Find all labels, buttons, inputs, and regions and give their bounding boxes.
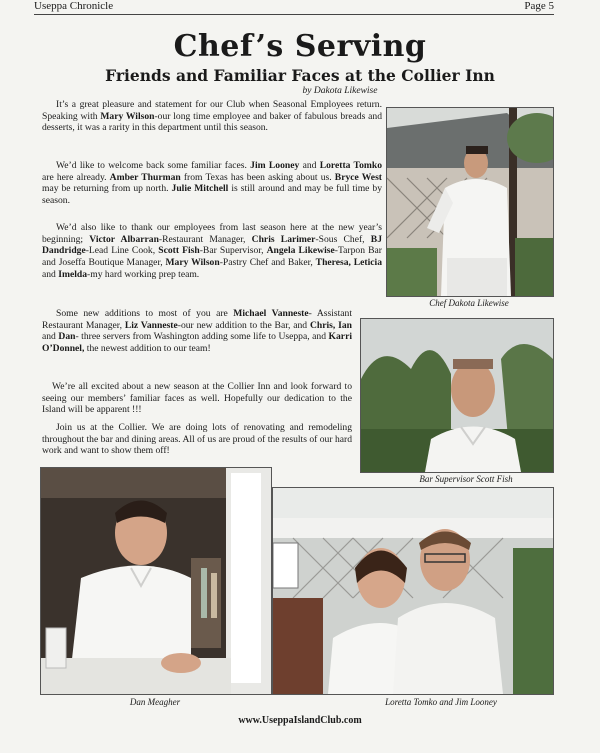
paragraph-6: Join us at the Collier. We are doing lots of renovating and remodeling throughout the bar and dining areas. All of us are proud of the results of our hard work and want to show them off! — [42, 422, 352, 457]
paragraph-3: We’d also like to thank our employees from last season here at the new year’s beginning; Victor Albarran-Restaurant Manager, Chris Larimer-Sous Chef, BJ Dandridge-Lead Line Cook, Scott Fish-Bar Supervisor, Angela Likewise-Tarpon Bar and Joseffa Boutique Manager, Mary Wilson-Pastry Chef and Baker, Theresa, Leticia and Imelda-my hard working prep team. — [42, 222, 383, 280]
photo-bar-supervisor — [360, 318, 554, 473]
caption-couple: Loretta Tomko and Jim Looney — [385, 697, 497, 707]
name-mary-wilson: Mary Wilson — [100, 110, 155, 122]
dan-photo-illustration — [41, 468, 271, 694]
paragraph-1: It’s a great pleasure and statement for our Club when Seasonal Employees return. Speaking with Mary Wilson-our long time employee and baker of fabulous breads and desserts, it was a rarity in this department until this season. — [42, 99, 383, 134]
paragraph-5: We’re all excited about a new season at the Collier Inn and look forward to seeing our members’ familiar faces as well. Hopefully our dedication to the Island will be apparent !!! — [42, 381, 352, 416]
publication-name: Useppa Chronicle — [34, 0, 114, 12]
article-title: Chef’s Serving — [173, 29, 427, 64]
page-header — [34, 0, 554, 15]
photo-couple — [272, 487, 554, 695]
paragraph-4: Some new additions to most of you are Michael Vanneste- Assistant Restaurant Manager, Liz Vanneste-our new addition to the Bar, and Chris, Ian and Dan- three servers from Washington adding some life to Useppa, and Karri O’Donnel, the newest addition to our team! — [42, 308, 352, 355]
article-subtitle: Friends and Familiar Faces at the Collier Inn — [105, 66, 495, 85]
article-byline: by Dakota Likewise — [302, 86, 378, 96]
photo-dan — [40, 467, 272, 695]
page-number: Page 5 — [524, 0, 554, 12]
couple-photo-illustration — [273, 488, 553, 694]
caption-bar-supervisor: Bar Supervisor Scott Fish — [419, 474, 513, 484]
paragraph-2: We’d like to welcome back some familiar faces. Jim Looney and Loretta Tomko are here already. Amber Thurman from Texas has been asking about us. Bryce West may be returning from up north. Julie Mitchell is still around and may be full time by season. — [42, 160, 383, 207]
caption-chef: Chef Dakota Likewise — [429, 298, 509, 308]
photo-chef — [386, 107, 554, 297]
footer-url: www.UseppaIslandClub.com — [238, 715, 362, 726]
caption-dan: Dan Meagher — [129, 697, 181, 707]
bar-supervisor-photo-illustration — [361, 319, 553, 472]
chef-photo-illustration — [387, 108, 553, 296]
